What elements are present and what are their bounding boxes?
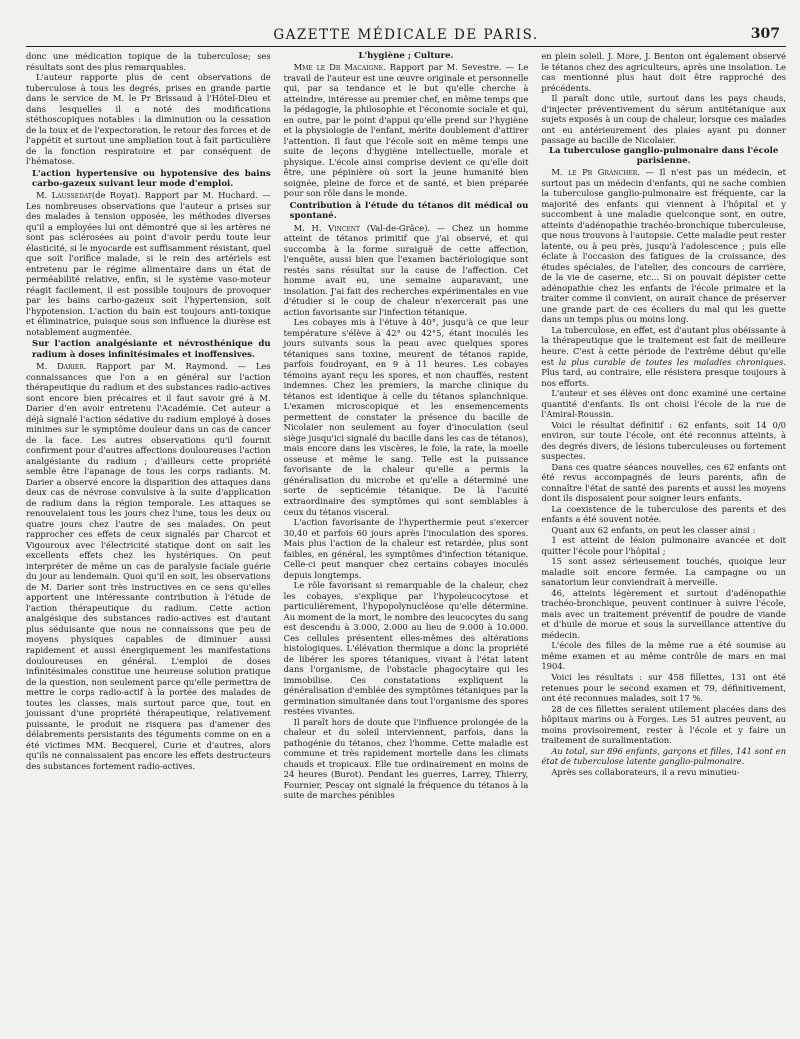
paragraph-text: . — Il n'est pas un médecin, et surtout pas un médecin d'enfants, qui ne sache combien la tuberculose ganglio-pulmonaire est fréquente, car la majorité des enfants qui viennent à l'hôpital et y succombent à une maladie quelconque sont, en outre, atteints d'adénopathie trachéo-bronchique tuberculeuse, que nous trouvons à l'autopsie. Cette maladie peut rester latente, ou à peu près, jusqu'à l'adolescence ; puis elle éclate à l'occasion des fatigues de la croissance, des études spéciales, de l'atelier, des concours de carrière, de la vie de caserne, etc... Si on pouvait dépister cette adénopathie chez les enfants de l'école primaire et la traiter comme il convient, on aurait chance de préserver une grande part de ces écoliers du mal qui les guette dans un temps plus ou moins long.: [541, 167, 787, 325]
paragraph: Voici le résultat définitif : 62 enfants, soit 14 0/0 environ, sur toute l'école, ont été reconnus atteints, à des degrés divers, de lésions tuberculeuses ou fortement suspectes.: [541, 419, 787, 462]
article-columns: [26, 51, 786, 801]
author-name: M. H. Vincent: [293, 222, 361, 233]
paragraph: donc une médication topique de la tuberculose; ses résultats sont des plus remarquables.: [26, 51, 271, 72]
paragraph: L'auteur rapporte plus de cent observations de tuberculose à tous les degrés, prises en grande partie dans le service de M. le Pr Brissaud à l'Hôtel-Dieu et dans lesquelles il a noté des modifications stéthoscopiques notables : la diminution ou la cessation de la toux et de l'expectoration, le retour des forces et de l'appétit et surtout une ampliation tout à fait particulière de la fonction respiratoire et par conséquent de l'hématose.: [26, 72, 271, 167]
page-header: [26, 0, 786, 43]
paragraph: L'auteur et ses élèves ont donc examiné une certaine quantité d'enfants. Ils ont choisi l'école de la rue de l'Amiral-Roussin.: [541, 388, 787, 420]
paragraph: Dans ces quatre séances nouvelles, ces 62 enfants ont été revus accompagnés de leurs parents, afin de connaître l'état de santé des parents et aussi les moyens dont ils disposaient pour soigner leurs enfants.: [541, 461, 787, 504]
author-name: M. Darier: [36, 361, 84, 372]
paragraph: Le rôle favorisant si remarquable de la chaleur, chez les cobayes, s'explique par l'hypoleucocytose et particulièrement, l'hypopolynucléose qu'elle détermine. Au moment de la mort, le nombre des leucocytes du sang est descendu à 3.000, 2.000 au lieu de 9.000 à 10.000. Ces cellules présentent elles-mêmes des altérations histologiques. L'élévation thermique a donc la propriété de libérer les spores tétaniques, vivant à l'état latent dans l'organisme, de l'obstacle phagocytaire qui les immobilise. Ces constatations expliquent la généralisation d'emblée des symptômes tétaniques par la germination simultanée dans tout l'organisme des spores restées vivantes.: [283, 580, 529, 717]
emphasis-text: la plus curable de toutes les maladies chroniques: [558, 356, 784, 367]
paragraph: [541, 167, 786, 325]
page-number: 307: [750, 26, 780, 42]
paragraph: Au total, sur 896 enfants, garçons et filles, 141 sont en état de tuberculose latente ganglio-pulmonaire.: [541, 745, 787, 767]
paragraph: [541, 325, 786, 388]
section-heading: L'action hypertensive ou hypotensive des bains carbo-gazeux suivant leur mode d'emploi.: [32, 168, 271, 189]
author-name: Mme le Dr Macaigne: [293, 62, 383, 73]
author-name: M. Laussedat: [36, 190, 92, 201]
section-heading: La tuberculose ganglio-pulmonaire dans l'école parisienne.: [548, 145, 779, 166]
paragraph-text: . Rapport par M. Sevestre. — Le travail de l'auteur est une œuvre originale et personnelle qui, par sa tendance et le but qu'elle cherche à atteindre, intéresse au premier chef, en même temps que la pédagogie, la philosophie et l'économie sociale et qui, en outre, par le point d'appui qu'elle prend sur l'hygiène et la physiologie de l'enfant, mérite doublement d'attirer l'attention. Il faut que l'école soit en même temps une suite de leçons d'hygiène intellectuelle, morale et physique. L'école ainsi comprise devient ce qu'elle doit être, une pépinière où sort la jeune humanité bien soignée, pleine de force et de santé, et bien préparée pour son rôle dans le monde.: [283, 62, 529, 199]
column-left: [26, 51, 271, 801]
paragraph: [26, 361, 271, 771]
paragraph: 1 est atteint de lésion pulmonaire avancée et doit quitter l'école pour l'hôpital ;: [541, 535, 787, 556]
paragraph: 15 sont assez sérieusement touchés, quoique leur maladie soit encore fermée. La campagne ou un sanatorium leur conviendrait à merveille.: [541, 556, 787, 588]
section-heading: Contribution à l'étude du tétanos dit médical ou spontané.: [289, 201, 529, 222]
header-rule: [26, 46, 786, 47]
paragraph: L'école des filles de la même rue a été soumise au même examen et au même contrôle de mars en mai 1904.: [541, 640, 787, 672]
paragraph-text: La tuberculose, en effet, est d'autant plus obéissante à la thérapeutique que le traitement est fait de meilleure heure. C'est à cette période de l'extrême début qu'elle est: [541, 324, 787, 367]
author-name: M. le Pr Grancher: [551, 167, 638, 178]
paragraph-text: (Val-de-Grâce). — Chez un homme atteint de tétanos primitif que j'ai observé, et qui succomba à la forme suraiguë de cette affection, l'enquête, aussi bien que l'examen bactériologique sont restés sans résultat sur la cause de l'affection. Cet homme avait eu, une semaine auparavant, une insolation. J'ai fait des recherches expérimentales en vue d'étudier si le coup de chaleur n'exercerait pas une action favorisante sur l'infection tétanique.: [283, 222, 529, 317]
column-right: [541, 51, 786, 801]
paragraph: Voici les résultats : sur 458 fillettes, 131 ont été retenues pour le second examen et 79, définitivement, ont été reconnues malades, soit 17 %.: [541, 671, 787, 704]
paragraph: [284, 62, 529, 199]
paragraph: 28 de ces fillettes seraient utilement placées dans des hôpitaux marins ou à Forges. Les 51 autres peuvent, au moins provisoirement, rester à l'école et y faire un traitement de suralimentation.: [541, 703, 787, 746]
paragraph: [284, 223, 529, 318]
paragraph: L'action favorisante de l'hyperthermie peut s'exercer 30,40 et parfois 60 jours après l'inoculation des spores. Mais plus l'action de la chaleur est retardée, plus sont faibles, en général, les symptômes d'infection tétanique. Celle-ci peut manquer chez certains cobayes inoculés depuis longtemps.: [283, 517, 529, 580]
paragraph-text: . Plus tard, au contraire, elle résistera presque toujours à nos efforts.: [541, 356, 787, 388]
section-heading: Sur l'action analgésiante et névrosthénique du radium à doses infinitésimales et inoffensives.: [32, 339, 271, 360]
paragraph-text: (de Royat). Rapport par M. Huchard. — Les nombreuses observations que l'auteur a prises sur des malades à tension opposée, les méthodes diverses qu'il a employées lui ont démontré que si les artères ne sont pas sclérosées au point d'avoir perdu toute leur élasticité, si le myocarde est suffisamment résistant, quel que soit l'orifice malade, si le rein des artériels est entretenu par le régime alimentaire dans un état de perméabilité relative, enfin, si le système vaso-moteur réagit facilement, il est possible toujours de provoquer par les bains carbo-gazeux soit l'hypertension, soit l'hypotension. L'action du bain est toujours anti-toxique et éliminatrice, puisque sous son influence la diurèse est notablement augmentée.: [26, 190, 271, 337]
paragraph: 46, atteints légèrement et surtout d'adénopathie trachéo-bronchique, peuvent continuer à suivre l'école, mais avec un traitement préventif de poudre de viande et d'huile de morue et sous la surveillance attentive du médecin.: [541, 587, 787, 640]
journal-title: GAZETTE MÉDICALE DE PARIS.: [273, 27, 539, 43]
column-middle: [284, 51, 529, 801]
paragraph: [26, 190, 271, 337]
section-heading: L'hygiène ; Culture.: [358, 51, 454, 61]
paragraph: Les cobayes mis à l'étuve à 40°, jusqu'à ce que leur température s'élève à 42° ou 42°5, étant inoculés les jours suivants sous la peau avec quelques spores tétaniques sans toxine, meurent de tétanos rapide, parfois foudroyant, en 9 à 11 heures. Les cobayes témoins ayant reçu les spores, et non chauffés, restent indemnes. Chez les premiers, la marche clinique du tétanos est identique à celle du tétanos splanchnique. L'examen microscopique et les ensemencements permettent de constater la présence du bacille de Nicolaier non seulement au foyer d'inoculation (seul siège jusqu'ici signalé du bacille dans les cas de tétanos), mais encore dans les viscères, le foie, la rate, la moelle osseuse et même le sang. Telle est la puissance favorisante de la chaleur qu'elle a permis la généralisation du microbe et qu'elle a déterminé une sorte de septicémie tétanique. De là l'acuité extraordinaire des symptômes qui sont semblables à ceux du tétanos visceral.: [283, 317, 529, 517]
paragraph: Il paraît hors de doute que l'influence prolongée de la chaleur et du soleil interviennent, parfois, dans la pathogénie du tétanos, chez l'homme. Cette maladie est commune et très rapidement mortelle dans les climats chauds et tropicaux. Elle tue ordinairement en moins de 24 heures (Burot). Pendant les guerres, Larrey, Thierry, Fournier, Pescay ont signalé la fréquence du tétanos à la suite de marches pénibles: [283, 716, 529, 801]
paragraph: Quant aux 62 enfants, on peut les classer ainsi :: [551, 524, 756, 535]
paragraph-text: . Rapport par M. Raymond. — Les connaissances que l'on a en général sur l'action thérapeutique du radium et des substances radio-actives sont encore bien précaires et il faut savoir gré à M. Darier d'en avoir entretenu l'Académie. Cet auteur a déjà signalé l'action sédative du radium employé à doses minimes sur le symptôme douleur dans un cas de cancer de la face. Les autres observations qu'il fournit confirment pour d'autres affections douloureuses l'action analgésiante du radium ; d'ailleurs cette propriété semble être l'apanage de tous les corps radiants. M. Darier a observé encore la disparition des attaques dans deux cas de névrose convulsive à la suite d'application de radium dans la région temporale. Les attaques se renouvelaient tous les jours chez l'une, tous les deux ou quatre jours chez l'autre de ses malades. On peut rapprocher ces effets de ceux signalés par Charcot et Vigouroux avec l'électricité statique dont on sait les excellents effets chez les hystériques. On peut interpréter de même un cas de paralysie faciale guérie du jour au lendemain. Quoi qu'il en soit, les observations de M. Darier sont très instructives en ce sens qu'elles apportent une intéressante contribution à l'étude de l'action thérapeutique du radium. Cette action analgésique des substances radio-actives est d'autant plus séduisante que nous ne connaissons que peu de moyens physiques capables de diminuer aussi rapidement et aussi énergiquement les manifestations douloureuses en général. L'emploi de doses infinitésimales constitue une heureuse solution pratique de la question, non seulement parce qu'elle permettra de mettre le corps radio-actif à la portée des malades de toutes les classes, mais surtout parce que, tout en jouissant d'une propriété thérapeutique, relativement puissante, le produit ne risquera pas d'amener des délabrements persistants des téguments comme on en a été victimes MM. Becquerel, Curie et d'autres, alors qu'ils ne connaissaient pas encore les effets destructeurs des substances fortement radio-actives.: [26, 361, 271, 771]
paragraph: La coexistence de la tuberculose des parents et des enfants a été souvent notée.: [541, 503, 787, 525]
paragraph: Après ses collaborateurs, il a revu minutieu-: [551, 766, 740, 777]
paragraph: en plein soleil. J. More, J. Benton ont également observé le tétanos chez des agriculteurs, après une insolation. Le cas mentionné plus haut doit être rapproché des précédents.: [541, 51, 787, 93]
paragraph: Il paraît donc utile, surtout dans les pays chauds, d'injecter préventivement du sérum antitétanique aux sujets exposés à un coup de chaleur, lorsque ces malades ont eu antérieurement des plaies ayant pu donner passage au bacille de Nicolaier.: [541, 93, 787, 146]
